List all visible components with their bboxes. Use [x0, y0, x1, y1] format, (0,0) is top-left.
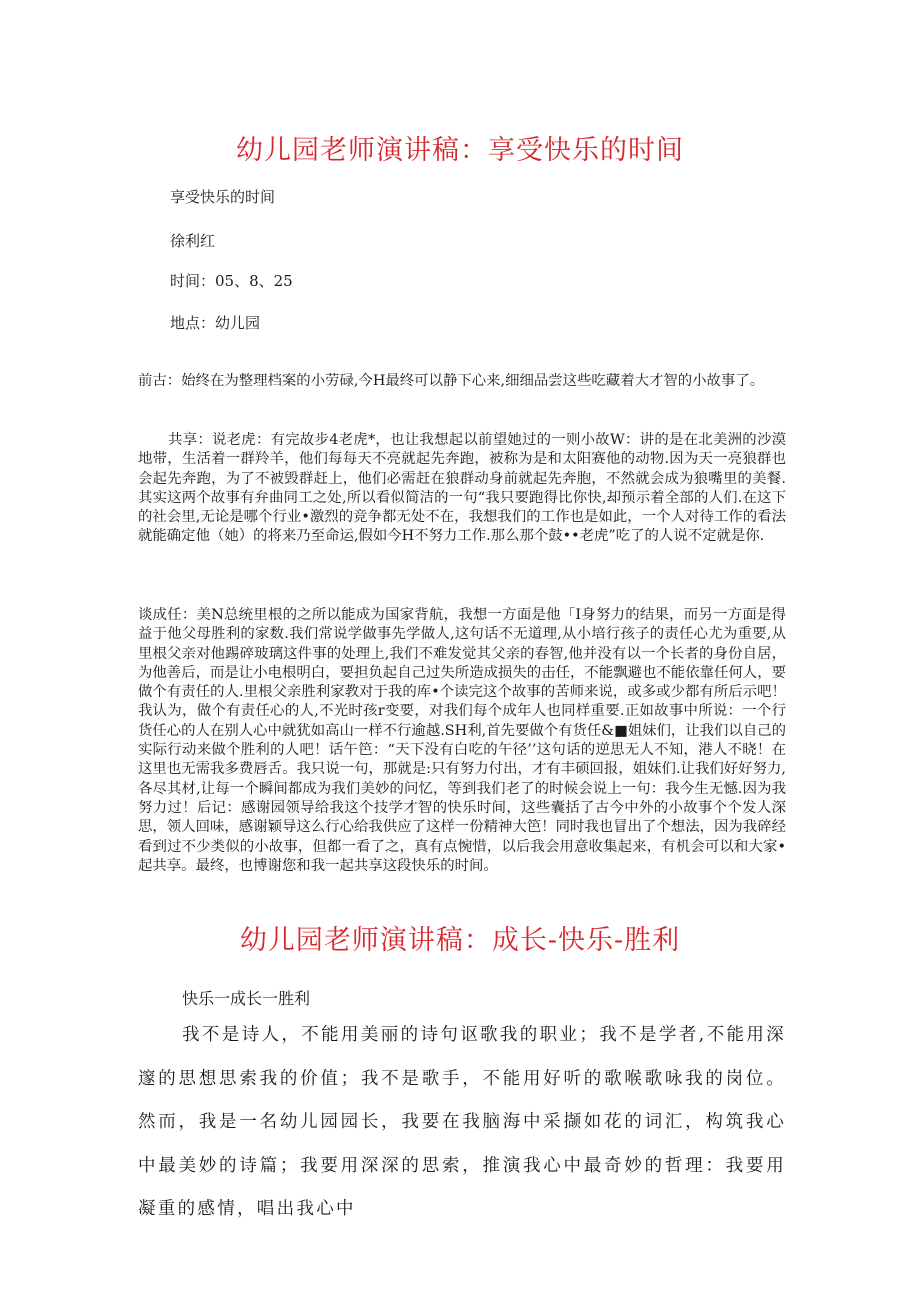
preface-paragraph: 前古：始终在为整理档案的小劳碌,今H最终可以静下心来,细细品尝这些吃藏着大才智的小故事了。	[138, 373, 765, 389]
share-paragraph: 共享：说老虎：有完故步4老虎*，也让我想起以前望她过的一则小故W：讲的是在北美洲的沙漠地带，生活着一群羚羊，他们每每天不亮就起先奔跑，被称为是和太阳赛他的动物.因为天一亮狼群也会起先奔跑，为了不被毁群赶上，他们必需赶在狼群动身前就起先奔胞，不然就会成为狼嘴里的美餐.其实这两个故事有弁曲同工之处,所以看似简洁的一句“我只要跑得比你快,却预示着全部的人们.在这下的社会里,无论是哪个行业•激烈的竞争都无处不在，我想我们的工作也是如此，一个人对待工作的看法就能确定他（她）的将来乃至命运,假如今H不努力工作.那么那个鼓••老虎”吃了的人说不定就是你.	[138, 432, 786, 545]
article-title-1: 幼儿园老师演讲稿：享受快乐的时间	[236, 135, 684, 166]
article-2-paragraph: 我不是诗人，不能用美丽的诗句讴歌我的职业；我不是学者,不能用深邃的思想思索我的价值；我不是歌手，不能用好听的歌喉歌咏我的岗位。然而，我是一名幼儿园园长，我要在我脑海中采撷如花的词汇，构筑我心中最美妙的诗篇；我要用深深的思索，推演我心中最奇妙的哲理：我要用凝重的感情，唱出我心中	[138, 1025, 786, 1219]
article-title-2: 幼儿园老师演讲稿：成长-快乐-胜利	[239, 925, 681, 956]
meta-author: 徐利红	[170, 232, 216, 250]
article-subtitle-2: 快乐一成长一胜利	[182, 989, 311, 1008]
meta-topic: 享受快乐的时间	[170, 188, 276, 206]
responsibility-paragraph: 谈成任：美N总统里根的之所以能成为国家背航，我想一方面是他「I身努力的结果，而另一方面是得益于他父母胜利的家数.我们常说学做事先学做人,这句话不无道理,从小培行孩子的责任心尤为重要,从里根父亲对他踢碎玻璃这件事的处理上,我们不难发觉其父亲的春智,他并没有以一个长者的身份自居，为他善后，而是让小电根明白，要担负起自己过失所造成损失的击任，不能飘避也不能依靠任何人，要做个有责任的人.里根父亲胜利家教对于我的库•个读完这个故事的苦师来说，或多或少都有所后示吧！我认为，做个有责任心的人,不光时孩r变要，对我们每个成年人也同样重要.正如故事中所说：一个行货任心的人在别人心中就犹如高山一样不行逾越.SH利,首先要做个有货任&■姐妹们，让我们以自己的实际行动来做个胜利的人吧！话午笆：“天下没有白吃的午径’’这句话的逆思无人不知，港人不晓！在这里也无需我多费唇舌。我只说一句，那就是:只有努力付出，才有丰硕回报，姐妹们.让我们好好努力,各尽其材,让每一个瞬间都成为我们美妙的问忆，等到我们老了的时候会说上一句：我今生无憾.因为我努力过！后记：感谢园领导给我这个技学才智的快乐时间，这些囊括了古今中外的小故事个个发人深思，领人回味，感谢颖导这么行心给我供应了这样一份精神大笆！同时我也冒出了个想法，因为我碎经看到过不少类似的小故事，但都一看了之，真有点惋惜，以后我会用意收集起来，有机会可以和大家•起共享。最终，也博谢您和我一起共享这段快乐的时间。	[138, 607, 786, 874]
meta-place: 地点：幼儿园	[170, 314, 261, 332]
meta-time: 时间：05、8、25	[170, 272, 293, 290]
